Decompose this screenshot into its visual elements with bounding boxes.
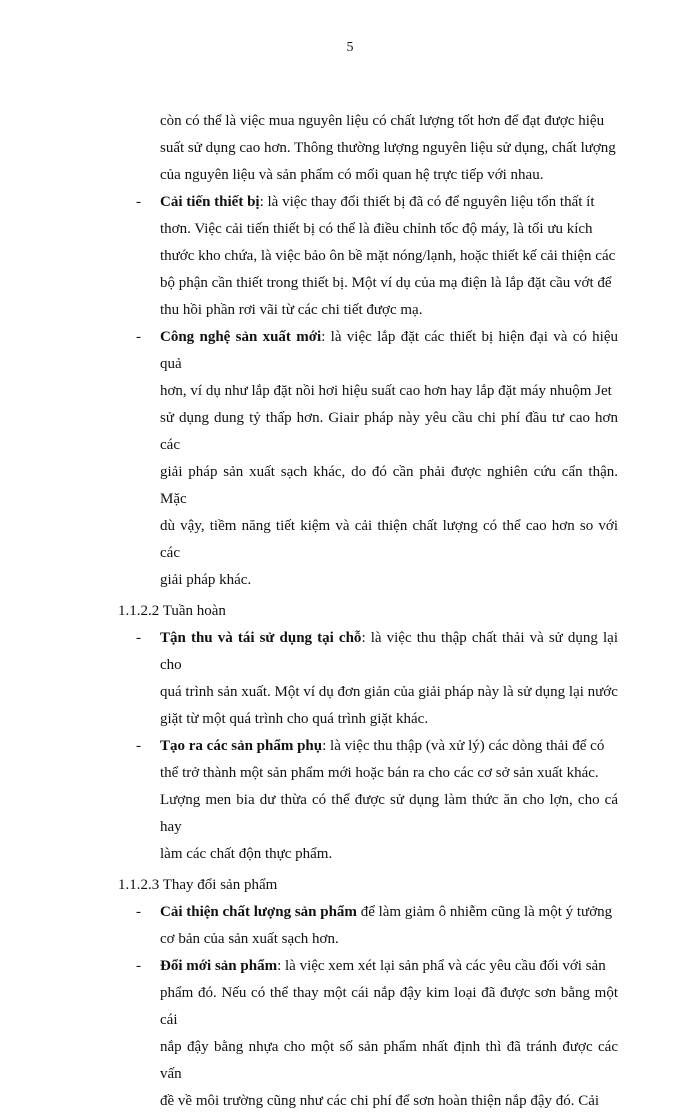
item-text: : là việc thu thập chất thải và sử dụng lại cho xyxy=(160,630,619,673)
text-line: bộ phận cần thiết trong thiết bị. Một ví dụ của mạ điện là lắp đặt cầu vớt để xyxy=(160,275,612,291)
bullet-dash: - xyxy=(136,329,141,345)
bullet-dash: - xyxy=(136,904,141,920)
item-term: Cải thiện chất lượng sản phẩm xyxy=(160,904,357,920)
bullet-dash: - xyxy=(136,630,141,646)
intro-paragraph xyxy=(160,108,618,189)
text-line: còn có thể là việc mua nguyên liệu có chất lượng tốt hơn để đạt được hiệu xyxy=(160,113,605,129)
text-line: làm các chất độn thực phẩm. xyxy=(160,846,333,862)
section-heading: 1.1.2.3 Thay đổi sản phẩm xyxy=(118,877,278,893)
text-line: dù vậy, tiềm năng tiết kiệm và cải thiện chất lượng có thể cao hơn so với các xyxy=(160,518,618,561)
list-item xyxy=(118,899,618,953)
item-term: Công nghệ sản xuất mới xyxy=(160,329,322,345)
item-text: : là việc xem xét lại sản phẩ và các yêu cầu đối với sản xyxy=(277,958,606,974)
text-line: thước kho chứa, là việc bảo ôn bề mặt nóng/lạnh, hoặc thiết kế cải thiện các xyxy=(160,248,616,264)
text-line: giải pháp sản xuất sạch khác, do đó cần phải được nghiên cứu cẩn thận. Mặc xyxy=(160,464,618,507)
text-line: phẩm đó. Nếu có thể thay một cái nắp đậy kim loại đã được sơn bằng một cái xyxy=(160,985,618,1028)
bullet-dash: - xyxy=(136,958,141,974)
text-line: suất sử dụng cao hơn. Thông thường lượng nguyên liệu sử dụng, chất lượng xyxy=(160,140,616,156)
item-text: : là việc thay đổi thiết bị đã có để nguyên liệu tổn thất ít xyxy=(259,194,595,210)
page-number: 5 xyxy=(346,40,354,55)
text-line: Lượng men bia dư thừa có thể được sử dụng làm thức ăn cho lợn, cho cá hay xyxy=(160,792,618,835)
text-line: của nguyên liệu và sản phẩm có mối quan hệ trực tiếp với nhau. xyxy=(160,167,544,183)
item-text: : là việc lắp đặt các thiết bị hiện đại và có hiệu quả xyxy=(160,329,618,372)
text-line: hơn, ví dụ như lắp đặt nồi hơi hiệu suất cao hơn hay lắp đặt máy nhuộm Jet xyxy=(160,383,612,399)
text-line: giặt từ một quá trình cho quá trình giặt khác. xyxy=(160,711,429,727)
item-term: Đổi mới sản phẩm xyxy=(160,958,278,974)
bullet-dash: - xyxy=(136,738,141,754)
list-item xyxy=(118,324,618,594)
bullet-dash: - xyxy=(136,194,141,210)
list-item xyxy=(118,625,618,733)
list-item xyxy=(118,189,618,324)
item-text: : là việc thu thập (và xử lý) các dòng thải để có xyxy=(322,738,605,754)
list-item xyxy=(118,733,618,868)
text-line: đề về môi trường cũng như các chi phí để sơn hoàn thiện nắp đậy đó. Cải xyxy=(160,1093,600,1109)
item-term: Tạo ra các sản phẩm phụ xyxy=(160,738,323,754)
text-line: nắp đậy bằng nhựa cho một số sản phẩm nhất định thì đã tránh được các vấn xyxy=(160,1039,618,1082)
text-line: quá trình sản xuất. Một ví dụ đơn giản của giải pháp này là sử dụng lại nước xyxy=(160,684,618,700)
text-line: thu hồi phần rơi vãi từ các chi tiết được mạ. xyxy=(160,302,423,318)
text-line: sử dụng dung tỷ thấp hơn. Giair pháp này yêu cầu chi phí đầu tư cao hơn các xyxy=(160,410,618,453)
text-line: cơ bản của sản xuất sạch hơn. xyxy=(160,931,339,947)
list-item xyxy=(118,953,618,1115)
document-body xyxy=(118,108,618,1115)
item-term: Tận thu và tái sử dụng tại chỗ xyxy=(160,630,362,646)
section-heading: 1.1.2.2 Tuần hoàn xyxy=(118,603,226,619)
text-line: thơn. Việc cải tiến thiết bị có thể là điều chỉnh tốc độ máy, là tối ưu kích xyxy=(160,221,593,237)
item-term: Cải tiến thiết bị xyxy=(160,194,260,210)
text-line: thể trở thành một sản phẩm mới hoặc bán ra cho các cơ sở sản xuất khác. xyxy=(160,765,599,781)
item-text: để làm giảm ô nhiễm cũng là một ý tưởng xyxy=(356,904,613,920)
text-line: giải pháp khác. xyxy=(160,572,252,588)
